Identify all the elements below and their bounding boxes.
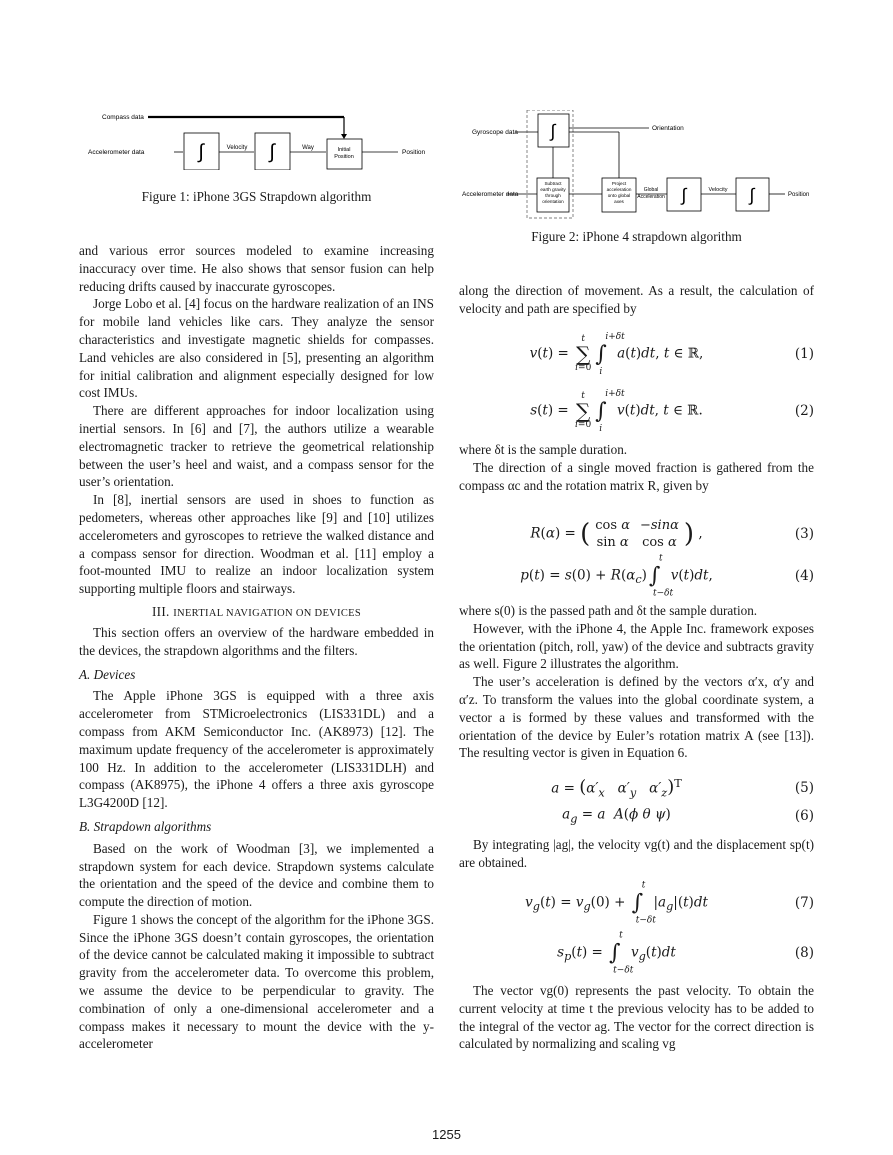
fig2-project-1: Project [611, 181, 627, 186]
equation-1: v(t) = t ∑ i=0 ∫ i+δt i a(t)dt, t ∈ ℝ, (1) [529, 331, 814, 377]
fig2-orientation-label: Orientation [652, 125, 684, 132]
subsection-a-heading: A. Devices [79, 666, 136, 682]
right-paragraph-8: The vector vg(0) represents the past velocity. To obtain the current velocity at time t the previous velocity has to be added to the integral of the vector ag. The vector for the correct direction is calculated by normalizing and scaling vg [459, 983, 814, 1052]
right-paragraph-4: where s(0) is the passed path and δt the sample duration. [459, 603, 758, 618]
equation-5: $a = (\alpha'_x$ $\alpha'_y$ $\alpha'_z)^T$ (5) [551, 776, 814, 800]
figure-2-caption: Figure 2: iPhone 4 strapdown algorithm [531, 229, 742, 244]
fig2-gyro-label: Gyroscope data [472, 129, 518, 136]
left-paragraph-1: and various error sources modeled to examine increasing inaccuracy over time. He also shows that sensor fusion can help reducing drifts caused by inaccurate gyroscopes. [79, 243, 434, 294]
equation-4: $p(t) = s(0) + R(\alpha_c)\int$ t t−δt v(t)dt, (4) [520, 553, 814, 599]
fig2-subtract-4: orientation [542, 199, 564, 204]
fig1-initial-1: Initial [337, 147, 351, 153]
fig1-position-label: Position [402, 149, 426, 156]
fig1-integral-1: ∫ [198, 141, 204, 163]
fig2-velocity-label: Velocity [708, 187, 728, 193]
fig1-integral-2: ∫ [269, 141, 275, 163]
left-paragraph-8: Figure 1 shows the concept of the algorithm for the iPhone 3GS. Since the iPhone 3GS doesn’t contain gyroscopes, the orientation of the device cannot be calculated making it impossible to subtract gravity from the accelerometer data. To overcome this problem, we assume the device to be perpendicular to gravity. The combination of only a one-dimensional accelerometer and a compass makes it necessary to mount the device with the y-accelerometer [79, 911, 434, 1052]
fig1-velocity-label: Velocity [226, 145, 248, 151]
fig2-project-2: acceleration [606, 187, 632, 192]
equation-7: $v_g(t) = v_g(0)$ + ∫ t t−δt $|a_g|(t)dt$ (7) [525, 880, 814, 926]
fig2-integral-2: ∫ [749, 185, 755, 205]
subsection-b-heading: B. Strapdown algorithms [79, 818, 212, 834]
equation-3-number: (3) [794, 526, 814, 542]
right-text-2 [459, 441, 814, 494]
right-paragraph-1: along the direction of movement. As a result, the calculation of velocity and path are specified by [459, 283, 814, 316]
left-paragraph-5: This section offers an overview of the hardware embedded in the devices, the strapdown algorithms and the filters. [79, 624, 434, 658]
left-paragraph-4: In [8], inertial sensors are used in shoes to function as pedometers, whereas other approaches like [9] and [10] utilizes accelerometers and gyroscopes to retrieve the walked distance and a compass sensor for direction. Woodman et al. [11] employ a foot-mounted IMU to realize an indoor localization system supporting multiple floors and stairways. [79, 492, 434, 597]
right-paragraph-2: where δt is the sample duration. [459, 442, 628, 457]
right-text-4 [459, 836, 814, 872]
right-text-3 [459, 602, 814, 762]
figure-1-caption: Figure 1: iPhone 3GS Strapdown algorithm [141, 189, 372, 204]
left-column [79, 242, 434, 1053]
right-paragraph-6: The user’s acceleration is defined by the vectors α′x, α′y and α′z. To transform the values into the global coordinate system, a vector a is formed by these values and transformed with the orientation of the device by Euler’s rotation matrix A (see [13]). The resulting vector is given in Equation 6. [459, 674, 814, 761]
fig2-subtract-1: Subtract [544, 181, 562, 186]
left-paragraph-3: There are different approaches for indoor localization using inertial sensors. In [6] and [7], the authors utilize a wearable electromagnetic tracker to retrieve the geometrical relationship between the user’s heel and waist, and a compass sensor for the user’s orientation. [79, 403, 434, 490]
equation-2-number: (2) [794, 403, 814, 419]
right-text-1 [459, 282, 814, 318]
section-heading-iii [79, 604, 434, 620]
fig1-accel-label: Accelerometer data [88, 149, 145, 156]
left-paragraph-7: Based on the work of Woodman [3], we implemented a strapdown system for each device. Strapdown systems calculate the orientation and the speed of the device and combine them to compute the direction of motion. [79, 840, 434, 910]
fig2-subtract-2: earth gravity [540, 187, 566, 192]
fig1-compass-label: Compass data [102, 114, 144, 121]
equation-2: s(t) = t ∑ i=0 ∫ i+δt i v(t)dt, t ∈ ℝ. (2) [530, 388, 814, 434]
equation-8-number: (8) [794, 945, 814, 961]
fig2-position-label: Position [788, 192, 810, 198]
figure-1-diagram [82, 108, 437, 170]
section-number: III. [151, 603, 170, 619]
equation-5-number: (5) [794, 780, 814, 796]
fig2-project-3: onto global [607, 193, 631, 198]
fig1-way-label: Way [302, 145, 314, 151]
fig2-subtract-3: through [545, 193, 561, 198]
left-paragraph-2: Jorge Lobo et al. [4] focus on the hardware realization of an INS for mobile land vehicles like cars. They analyze the sensor characteristics and investigate magnetic shields for compasses. Land vehicles are also considered in [5], presenting an algorithm for initial calibration and alignment especially designed for low cost IMUs. [79, 296, 434, 401]
fig2-global-1: Global [643, 187, 659, 193]
right-paragraph-3: The direction of a single moved fraction is gathered from the compass αc and the rotation matrix R, given by [459, 459, 814, 493]
right-text-5 [459, 982, 814, 1053]
fig2-project-4: axes [614, 199, 624, 204]
equation-6: $a_g = a$ A(ϕ θ ψ) (6) [562, 806, 814, 826]
fig2-integral-1: ∫ [681, 185, 687, 205]
fig2-accel-label: Accelerometer data [462, 191, 519, 198]
page-number: 1255 [432, 1127, 461, 1142]
equation-1-number: (1) [794, 346, 814, 362]
figure-2-diagram [459, 110, 814, 220]
equation-4-number: (4) [794, 568, 814, 584]
fig2-integral-gyro: ∫ [550, 121, 556, 141]
equation-8: $s_p(t)$ = ∫ t t−δt $v_g(t)dt$ (8) [557, 930, 814, 976]
fig2-global-2: Acceleration [637, 194, 665, 200]
right-paragraph-7: By integrating |ag|, the velocity vg(t) and the displacement sp(t) are obtained. [459, 837, 814, 870]
left-paragraph-6: The Apple iPhone 3GS is equipped with a three axis accelerometer from STMicroelectronics (LIS331DL) and a compass from AKM Semiconductor Inc. (AK8973) [12]. The maximum update frequency of the accelerometer is approximately 100 Hz. In addition to the accelerometer (LIS331DLH) and compass (AK8975), the iPhone 4 offers a three axis gyroscope L3G4200D [12]. [79, 688, 434, 811]
equation-6-number: (6) [794, 808, 814, 824]
fig1-initial-2: Position [334, 154, 354, 160]
equation-3: R(α) = ( cos α −sinα sin α cos α ) , (3) [530, 518, 814, 550]
right-paragraph-5: However, with the iPhone 4, the Apple Inc. framework exposes the orientation (pitch, roll, yaw) of the device and subtracts gravity as well. Figure 2 illustrates the algorithm. [459, 620, 814, 672]
equation-7-number: (7) [794, 895, 814, 911]
section-title: INERTIAL NAVIGATION ON DEVICES [173, 607, 361, 619]
